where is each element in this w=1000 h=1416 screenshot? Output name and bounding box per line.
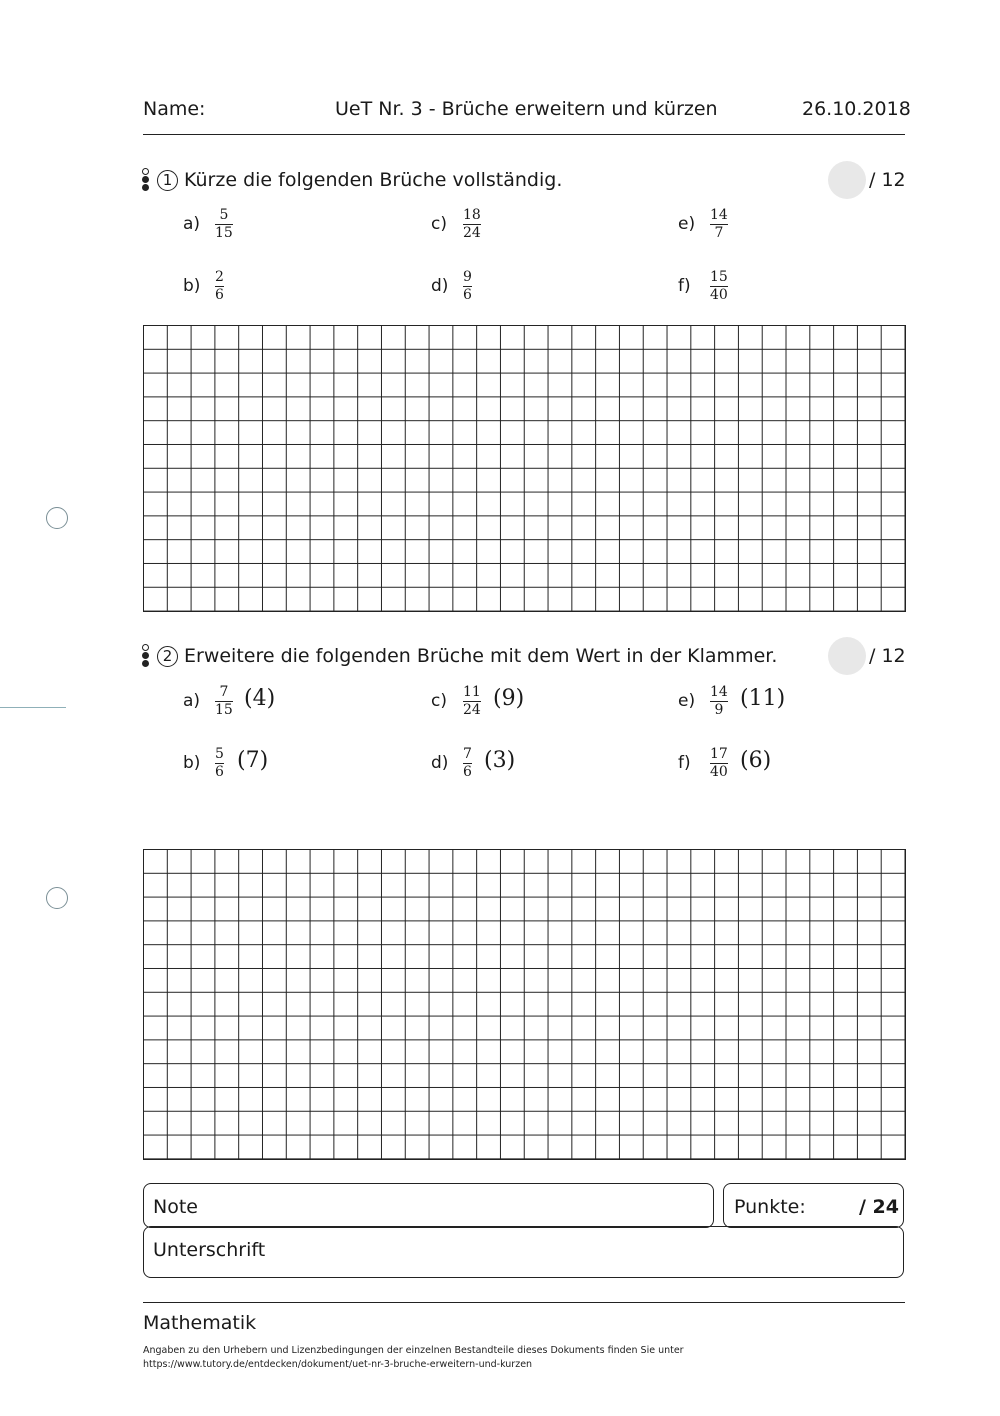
date: 26.10.2018 bbox=[802, 98, 911, 120]
fraction: 7 15 bbox=[215, 684, 233, 718]
item-label: a) bbox=[183, 214, 201, 234]
factor: (11) bbox=[740, 686, 786, 711]
item-label: a) bbox=[183, 691, 201, 711]
fold-mark bbox=[0, 707, 66, 708]
factor: (7) bbox=[237, 748, 269, 773]
task1-score: / 12 bbox=[869, 169, 906, 191]
fraction: 15 40 bbox=[710, 269, 728, 303]
item-label: d) bbox=[431, 276, 449, 296]
fraction: 17 40 bbox=[710, 746, 728, 780]
item-label: f) bbox=[678, 753, 691, 773]
fraction: 11 24 bbox=[463, 684, 481, 718]
note-label: Note bbox=[153, 1196, 198, 1218]
fraction: 14 9 bbox=[710, 684, 728, 718]
header-rule bbox=[143, 134, 905, 135]
factor: (4) bbox=[244, 686, 276, 711]
item-label: e) bbox=[678, 214, 696, 234]
fraction: 2 6 bbox=[215, 269, 224, 303]
factor: (3) bbox=[484, 748, 516, 773]
fraction: 7 6 bbox=[463, 746, 472, 780]
fraction: 14 7 bbox=[710, 207, 728, 241]
item-label: f) bbox=[678, 276, 691, 296]
subject: Mathematik bbox=[143, 1312, 257, 1334]
points-label: Punkte: bbox=[734, 1196, 806, 1218]
item-label: c) bbox=[431, 214, 447, 234]
item-label: e) bbox=[678, 691, 696, 711]
item-label: c) bbox=[431, 691, 447, 711]
punch-hole-mark bbox=[46, 507, 68, 529]
points-total: / 24 bbox=[859, 1196, 899, 1218]
fraction: 5 15 bbox=[215, 207, 233, 241]
task-number-badge: 2 bbox=[157, 646, 178, 667]
task2-title: Erweitere die folgenden Brüche mit dem Wert in der Klammer. bbox=[184, 645, 778, 667]
score-field[interactable] bbox=[828, 637, 866, 675]
document-link[interactable]: https://www.tutory.de/entdecken/dokument/uet-nr-3-bruche-erweitern-und-kurzen bbox=[143, 1359, 533, 1370]
signature-label: Unterschrift bbox=[153, 1239, 266, 1261]
task-number-badge: 1 bbox=[157, 170, 178, 191]
footer-rule bbox=[143, 1302, 905, 1303]
fraction: 9 6 bbox=[463, 269, 472, 303]
fraction: 18 24 bbox=[463, 207, 481, 241]
score-field[interactable] bbox=[828, 161, 866, 199]
page-title: UeT Nr. 3 - Brüche erweitern und kürzen bbox=[335, 98, 718, 120]
factor: (9) bbox=[493, 686, 525, 711]
task1-title: Kürze die folgenden Brüche vollständig. bbox=[184, 169, 563, 191]
answer-grid-2[interactable] bbox=[143, 849, 906, 1160]
answer-grid-1[interactable] bbox=[143, 325, 906, 612]
note-box[interactable] bbox=[143, 1183, 714, 1228]
license-text: Angaben zu den Urhebern und Lizenzbedingungen der einzelnen Bestandteile dieses Dokuments finden Sie unter bbox=[143, 1345, 684, 1356]
punch-hole-mark bbox=[46, 887, 68, 909]
item-label: b) bbox=[183, 753, 201, 773]
item-label: d) bbox=[431, 753, 449, 773]
factor: (6) bbox=[740, 748, 772, 773]
fraction: 5 6 bbox=[215, 746, 224, 780]
name-label: Name: bbox=[143, 98, 206, 120]
difficulty-dots-icon bbox=[142, 644, 152, 668]
difficulty-dots-icon bbox=[142, 168, 152, 192]
item-label: b) bbox=[183, 276, 201, 296]
task2-score: / 12 bbox=[869, 645, 906, 667]
